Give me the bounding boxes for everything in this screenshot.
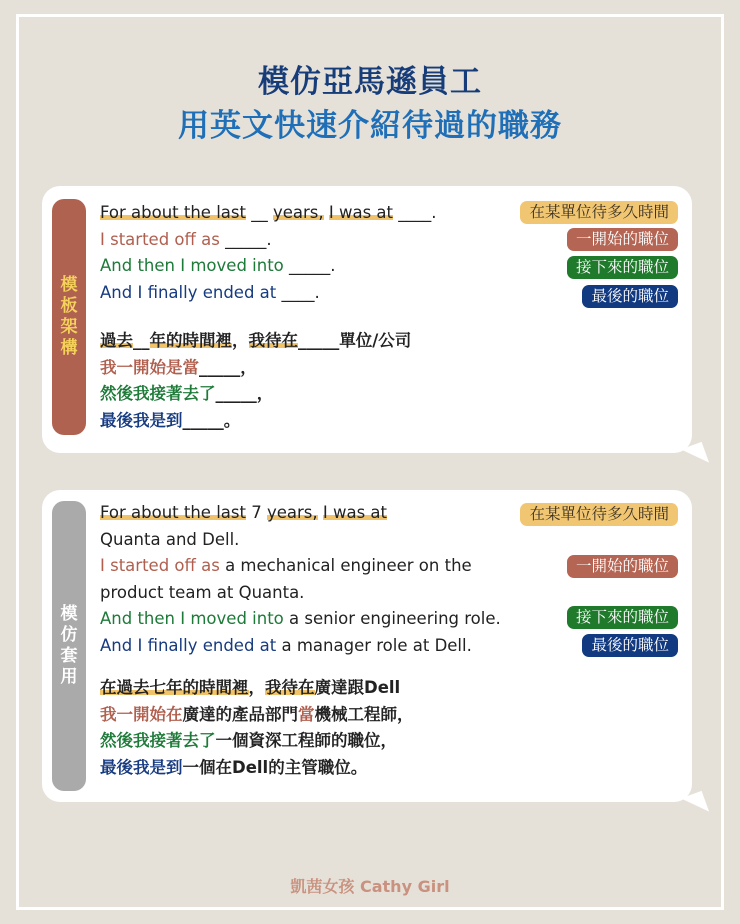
phrase: 最後我是到 — [100, 757, 183, 777]
phrase: 廣達的產品部門 — [182, 704, 298, 724]
highlighted-phrase: years, — [272, 203, 324, 222]
phrase: _____。 — [182, 410, 241, 430]
phrase: And then I moved into — [100, 609, 284, 628]
example-card — [42, 490, 692, 802]
phrase: a senior engineering role. — [283, 609, 501, 628]
tag-duration: 在某單位待多久時間 — [520, 201, 678, 224]
phrase: Quanta and Dell. — [100, 529, 240, 549]
sentence-line — [100, 675, 414, 702]
phrase: ， — [248, 678, 265, 697]
phrase: 然後我接著去了 — [100, 731, 216, 750]
example-label-text: 模仿套用 — [60, 604, 78, 687]
phrase: a manager role at Dell. — [276, 635, 472, 655]
phrase: 7 — [245, 503, 267, 522]
highlighted-phrase: years, — [266, 503, 318, 522]
phrase: a mechanical engineer on the — [219, 556, 472, 575]
sentence-line — [100, 527, 501, 554]
sentence-line — [100, 606, 501, 633]
phrase: 廣達跟Dell — [314, 678, 401, 697]
sentence-line — [100, 580, 501, 607]
tag-first-role: 一開始的職位 — [567, 555, 678, 578]
highlighted-phrase: 在過去七年的時間裡 — [100, 678, 249, 697]
tag-duration: 在某單位待多久時間 — [520, 503, 678, 526]
phrase: ____. — [276, 282, 320, 302]
template-card — [42, 186, 692, 453]
phrase: 然後我接著去了 — [100, 384, 216, 403]
phrase: _____. — [219, 229, 272, 249]
tag-next-role: 接下來的職位 — [567, 606, 678, 629]
phrase: 我一開始是當 — [100, 357, 199, 377]
sentence-line — [100, 328, 411, 355]
highlighted-phrase: For about the last — [100, 503, 246, 522]
sentence-line — [100, 728, 414, 755]
sentence-line — [100, 280, 437, 307]
example-label — [52, 501, 86, 791]
highlighted-phrase: I was at — [322, 503, 388, 522]
tag-first-role: 一開始的職位 — [567, 228, 678, 251]
title-line-1: 模仿亞馬遜員工 — [258, 64, 482, 100]
sentence-line — [100, 381, 411, 408]
sentence-line — [100, 553, 501, 580]
template-label-text: 模板架構 — [60, 275, 78, 358]
highlighted-phrase: 我待在 — [248, 331, 298, 350]
phrase: __ — [245, 203, 273, 222]
sentence-line — [100, 200, 437, 227]
phrase: 機械工程師， — [314, 704, 414, 724]
highlighted-phrase: 我待在 — [265, 678, 315, 697]
phrase: 我一開始在 — [100, 704, 183, 724]
sentence-line — [100, 355, 411, 382]
phrase: And I finally ended at — [100, 282, 277, 302]
phrase: __ — [133, 331, 150, 350]
phrase: 當 — [298, 704, 315, 724]
sentence-line — [100, 408, 411, 435]
phrase: And I finally ended at — [100, 635, 277, 655]
sentence-line — [100, 253, 437, 280]
phrase: _____， — [199, 357, 257, 377]
highlighted-phrase: 過去 — [100, 331, 133, 350]
sentence-line — [100, 633, 501, 660]
phrase: _____. — [283, 256, 336, 275]
sentence-line — [100, 227, 437, 254]
phrase: 一個資深工程師的職位， — [215, 731, 397, 750]
footer-brand: 凱茜女孩 Cathy Girl — [290, 877, 450, 896]
phrase: 一個在Dell的主管職位。 — [182, 757, 368, 777]
phrase: 最後我是到 — [100, 410, 183, 430]
phrase: I started off as — [100, 556, 220, 575]
tag-next-role: 接下來的職位 — [567, 256, 678, 279]
highlighted-phrase: 年的時間裡 — [149, 331, 232, 350]
sentence-line — [100, 702, 414, 729]
phrase: product team at Quanta. — [100, 582, 305, 602]
phrase: I started off as — [100, 229, 220, 249]
title-line-2: 用英文快速介紹待過的職務 — [178, 108, 562, 144]
sentence-line — [100, 500, 501, 527]
phrase: ， — [232, 331, 249, 350]
template-label — [52, 199, 86, 435]
phrase: _____單位/公司 — [298, 331, 412, 350]
phrase: _____， — [215, 384, 274, 403]
tag-final-role: 最後的職位 — [582, 634, 678, 657]
highlighted-phrase: For about the last — [100, 203, 246, 222]
tag-final-role: 最後的職位 — [582, 285, 678, 308]
highlighted-phrase: I was at — [328, 203, 394, 222]
sentence-line — [100, 755, 414, 782]
phrase: And then I moved into — [100, 256, 284, 275]
phrase: ____. — [393, 203, 437, 222]
